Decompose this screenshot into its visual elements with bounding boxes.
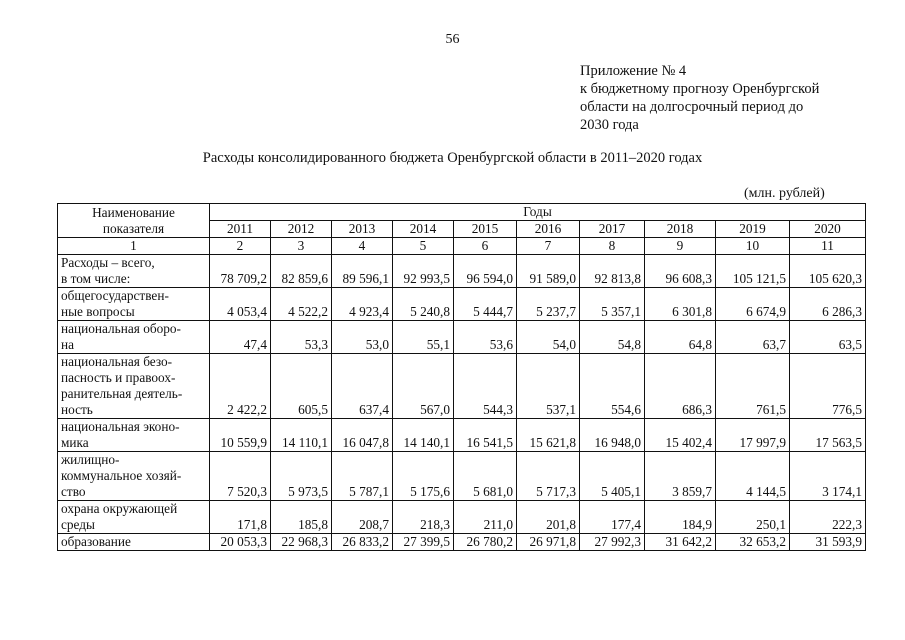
column-index-cell: 11	[790, 238, 866, 255]
row-label-line: ство	[61, 484, 86, 499]
year-header-2016: 2016	[517, 221, 580, 238]
row-label-line: жилищно-	[61, 452, 120, 467]
value-cell: 78 709,2	[210, 255, 271, 288]
value-cell: 63,5	[790, 321, 866, 354]
document-title: Расходы консолидированного бюджета Оренбургской области в 2011–2020 годах	[202, 150, 703, 166]
value-cell: 31 642,2	[645, 534, 716, 551]
row-label	[58, 501, 210, 534]
row-label-line: образование	[61, 534, 131, 549]
value-cell: 26 833,2	[332, 534, 393, 551]
table-row	[58, 255, 866, 288]
value-cell: 211,0	[454, 501, 517, 534]
name-header-line: показателя	[102, 220, 165, 236]
value-cell: 5 717,3	[517, 452, 580, 501]
table-row	[58, 452, 866, 501]
value-cell: 10 559,9	[210, 419, 271, 452]
row-label-line: на	[61, 337, 75, 352]
column-index-cell: 4	[332, 238, 393, 255]
value-cell: 6 286,3	[790, 288, 866, 321]
column-index-cell: 7	[517, 238, 580, 255]
year-header-2012: 2012	[271, 221, 332, 238]
value-cell: 6 301,8	[645, 288, 716, 321]
value-cell: 92 993,5	[393, 255, 454, 288]
value-cell: 47,4	[210, 321, 271, 354]
value-cell: 53,3	[271, 321, 332, 354]
column-index-cell: 10	[716, 238, 790, 255]
column-index-cell: 9	[645, 238, 716, 255]
value-cell: 53,0	[332, 321, 393, 354]
value-cell: 15 402,4	[645, 419, 716, 452]
year-header-2017: 2017	[580, 221, 645, 238]
value-cell: 96 594,0	[454, 255, 517, 288]
row-label-line: ность	[61, 402, 93, 417]
row-label-line: ные вопросы	[61, 304, 135, 319]
value-cell: 16 948,0	[580, 419, 645, 452]
value-cell: 5 240,8	[393, 288, 454, 321]
column-index-cell: 8	[580, 238, 645, 255]
value-cell: 605,5	[271, 354, 332, 419]
appendix-line: Приложение № 4	[580, 63, 687, 79]
value-cell: 14 140,1	[393, 419, 454, 452]
appendix-note	[580, 62, 880, 134]
value-cell: 5 973,5	[271, 452, 332, 501]
value-cell: 27 992,3	[580, 534, 645, 551]
index-row	[58, 238, 866, 255]
value-cell: 171,8	[210, 501, 271, 534]
row-label-line: ранительная деятель-	[61, 386, 183, 401]
year-header-2015: 2015	[454, 221, 517, 238]
row-label-line: охрана окружающей	[61, 501, 178, 516]
page-number: 56	[445, 32, 460, 47]
row-label-line: национальная оборо-	[61, 321, 181, 336]
row-label	[58, 354, 210, 419]
row-label-line: пасность и правоох-	[61, 370, 176, 385]
value-cell: 177,4	[580, 501, 645, 534]
value-cell: 554,6	[580, 354, 645, 419]
table-row	[58, 534, 866, 551]
value-cell: 185,8	[271, 501, 332, 534]
value-cell: 184,9	[645, 501, 716, 534]
name-header-line: Наименование	[92, 204, 175, 220]
column-index-cell: 1	[58, 238, 210, 255]
value-cell: 53,6	[454, 321, 517, 354]
value-cell: 776,5	[790, 354, 866, 419]
value-cell: 16 541,5	[454, 419, 517, 452]
value-cell: 6 674,9	[716, 288, 790, 321]
value-cell: 7 520,3	[210, 452, 271, 501]
appendix-line: к бюджетному прогнозу Оренбургской	[580, 81, 820, 97]
row-label	[58, 321, 210, 354]
value-cell: 208,7	[332, 501, 393, 534]
value-cell: 5 357,1	[580, 288, 645, 321]
value-cell: 637,4	[332, 354, 393, 419]
value-cell: 92 813,8	[580, 255, 645, 288]
value-cell: 64,8	[645, 321, 716, 354]
name-header	[58, 204, 210, 238]
row-label-line: среды	[61, 517, 95, 532]
row-label	[58, 452, 210, 501]
value-cell: 5 681,0	[454, 452, 517, 501]
years-header: Годы	[210, 204, 866, 221]
value-cell: 31 593,9	[790, 534, 866, 551]
value-cell: 201,8	[517, 501, 580, 534]
value-cell: 105 121,5	[716, 255, 790, 288]
value-cell: 91 589,0	[517, 255, 580, 288]
value-cell: 89 596,1	[332, 255, 393, 288]
value-cell: 96 608,3	[645, 255, 716, 288]
value-cell: 3 174,1	[790, 452, 866, 501]
table-row	[58, 501, 866, 534]
row-label	[58, 419, 210, 452]
row-label	[58, 534, 210, 551]
value-cell: 567,0	[393, 354, 454, 419]
value-cell: 761,5	[716, 354, 790, 419]
value-cell: 5 405,1	[580, 452, 645, 501]
value-cell: 16 047,8	[332, 419, 393, 452]
budget-table	[57, 203, 866, 551]
value-cell: 537,1	[517, 354, 580, 419]
row-label	[58, 255, 210, 288]
column-index-cell: 2	[210, 238, 271, 255]
value-cell: 4 522,2	[271, 288, 332, 321]
value-cell: 5 444,7	[454, 288, 517, 321]
value-cell: 26 971,8	[517, 534, 580, 551]
table-row	[58, 419, 866, 452]
value-cell: 4 923,4	[332, 288, 393, 321]
appendix-line: 2030 года	[580, 117, 639, 133]
value-cell: 250,1	[716, 501, 790, 534]
value-cell: 5 237,7	[517, 288, 580, 321]
value-cell: 15 621,8	[517, 419, 580, 452]
value-cell: 14 110,1	[271, 419, 332, 452]
value-cell: 5 175,6	[393, 452, 454, 501]
value-cell: 4 144,5	[716, 452, 790, 501]
table-row	[58, 321, 866, 354]
units-label: (млн. рублей)	[744, 186, 825, 201]
year-header-2019: 2019	[716, 221, 790, 238]
table-body	[58, 255, 866, 551]
value-cell: 22 968,3	[271, 534, 332, 551]
value-cell: 32 653,2	[716, 534, 790, 551]
value-cell: 27 399,5	[393, 534, 454, 551]
year-header-2014: 2014	[393, 221, 454, 238]
row-label-line: мика	[61, 435, 89, 450]
row-label-line: коммунальное хозяй-	[61, 468, 182, 483]
value-cell: 17 563,5	[790, 419, 866, 452]
year-header-2018: 2018	[645, 221, 716, 238]
value-cell: 55,1	[393, 321, 454, 354]
row-label-line: Расходы – всего,	[61, 255, 155, 270]
row-label-line: национальная безо-	[61, 354, 173, 369]
value-cell: 54,8	[580, 321, 645, 354]
value-cell: 5 787,1	[332, 452, 393, 501]
row-label-line: в том числе:	[61, 271, 131, 286]
value-cell: 63,7	[716, 321, 790, 354]
column-index-cell: 6	[454, 238, 517, 255]
value-cell: 105 620,3	[790, 255, 866, 288]
value-cell: 26 780,2	[454, 534, 517, 551]
row-label	[58, 288, 210, 321]
year-header-2020: 2020	[790, 221, 866, 238]
table-row	[58, 288, 866, 321]
value-cell: 82 859,6	[271, 255, 332, 288]
column-index-cell: 3	[271, 238, 332, 255]
year-header-2011: 2011	[210, 221, 271, 238]
value-cell: 218,3	[393, 501, 454, 534]
value-cell: 20 053,3	[210, 534, 271, 551]
value-cell: 4 053,4	[210, 288, 271, 321]
table-row	[58, 354, 866, 419]
value-cell: 3 859,7	[645, 452, 716, 501]
year-header-2013: 2013	[332, 221, 393, 238]
appendix-line: области на долгосрочный период до	[580, 99, 804, 115]
value-cell: 54,0	[517, 321, 580, 354]
value-cell: 686,3	[645, 354, 716, 419]
row-label-line: национальная эконо-	[61, 419, 180, 434]
value-cell: 222,3	[790, 501, 866, 534]
row-label-line: общегосударствен-	[61, 288, 169, 303]
value-cell: 544,3	[454, 354, 517, 419]
value-cell: 2 422,2	[210, 354, 271, 419]
value-cell: 17 997,9	[716, 419, 790, 452]
column-index-cell: 5	[393, 238, 454, 255]
